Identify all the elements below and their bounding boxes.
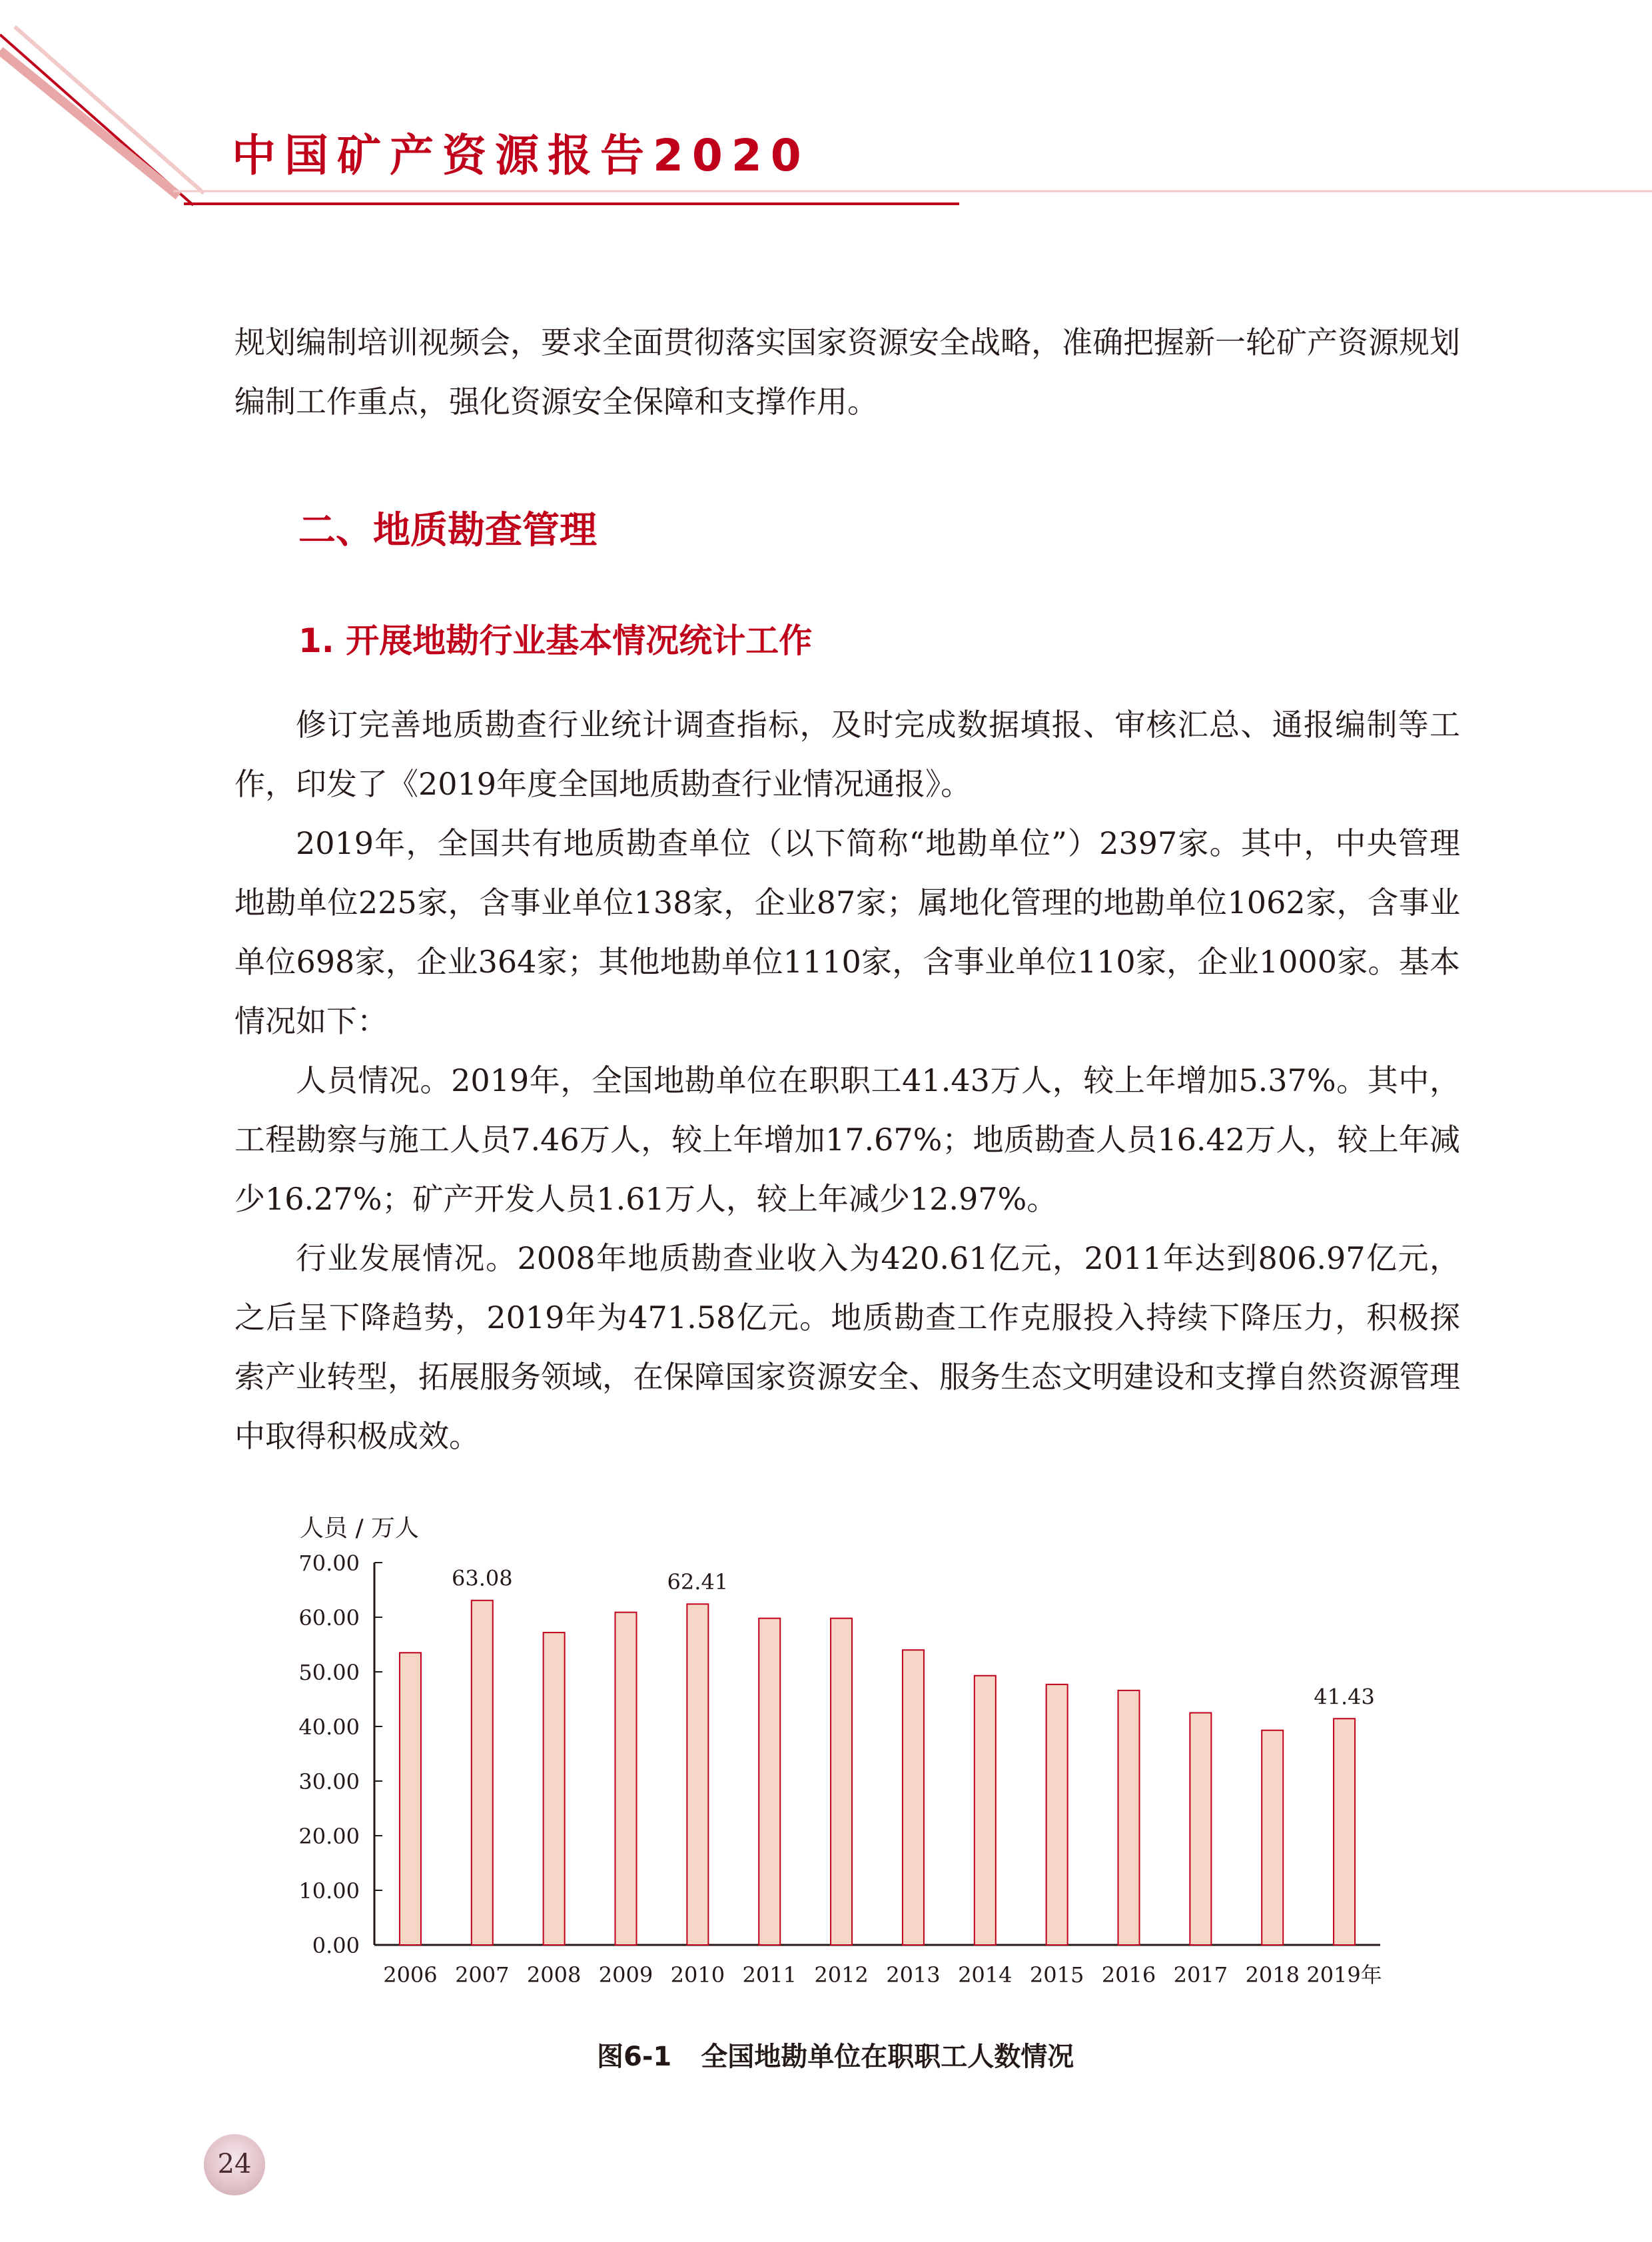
chart-y-tick-label: 40.00 — [298, 1714, 360, 1740]
chart-data-label: 41.43 — [1314, 1684, 1375, 1710]
chart-data-label: 62.41 — [667, 1569, 729, 1595]
chart-y-tick-label: 70.00 — [298, 1551, 360, 1576]
section-heading: 二、地质勘查管理 — [298, 509, 597, 552]
chart-y-tick-label: 20.00 — [298, 1824, 360, 1849]
chart-bar — [975, 1676, 996, 1945]
chart-x-tick-label: 2012 — [814, 1962, 869, 1988]
report-title: 中国矿产资源报告2020 — [232, 130, 810, 181]
chart-bar — [616, 1613, 637, 1945]
figure-caption-text: 全国地勘单位在职职工人数情况 — [701, 2042, 1074, 2072]
chart-x-tick-label: 2015 — [1029, 1962, 1084, 1988]
chart-x-tick-label: 2011 — [742, 1962, 797, 1988]
paragraph-statistics-work: 修订完善地质勘查行业统计调查指标，及时完成数据填报、审核汇总、通报编制等工作，印发了《2019年度全国地质勘查行业情况通报》。 — [234, 707, 1460, 802]
chart-bar — [1262, 1730, 1283, 1945]
chart-y-tick-label: 30.00 — [298, 1769, 360, 1794]
chart-bar — [903, 1650, 924, 1945]
chart-bar — [1046, 1684, 1068, 1945]
chart-bar — [544, 1633, 565, 1945]
chart-x-tick-label: 2009 — [598, 1962, 653, 1988]
continuation-paragraph: 规划编制培训视频会，要求全面贯彻落实国家资源安全战略，准确把握新一轮矿产资源规划编制工作重点，强化资源安全保障和支撑作用。 — [234, 324, 1460, 420]
paragraph-unit-counts: 2019年，全国共有地质勘查单位（以下简称“地勘单位”）2397家。其中，中央管理地勘单位225家，含事业单位138家，企业87家；属地化管理的地勘单位1062家，含事业单位698家，企业364家；其他地勘单位1110家，含事业单位110家，企业1000家。基本情况如下： — [234, 825, 1460, 1039]
paragraph-industry-development: 行业发展情况。2008年地质勘查业收入为420.61亿元，2011年达到806.97亿元，之后呈下降趋势，2019年为471.58亿元。地质勘查工作克服投入持续下降压力，积极探索产业转型，拓展服务领域，在保障国家资源安全、服务生态文明建设和支撑自然资源管理中取得积极成效。 — [234, 1240, 1460, 1454]
page-number: 24 — [217, 2149, 252, 2179]
chart-x-tick-label: 2008 — [526, 1962, 582, 1988]
chart-x-tick-label: 2019年 — [1306, 1962, 1382, 1988]
chart-bar — [831, 1619, 852, 1945]
chart-x-tick-label: 2013 — [886, 1962, 941, 1988]
subsection-heading: 1. 开展地勘行业基本情况统计工作 — [298, 621, 813, 660]
chart-x-tick-label: 2006 — [383, 1962, 438, 1988]
chart-bar — [759, 1619, 780, 1945]
chart-bar — [687, 1604, 708, 1945]
chart-x-tick-label: 2017 — [1173, 1962, 1228, 1988]
chart-x-tick-label: 2016 — [1101, 1962, 1156, 1988]
chart-bar — [472, 1601, 493, 1945]
chart-bar — [1118, 1690, 1140, 1945]
chart-x-tick-label: 2018 — [1245, 1962, 1300, 1988]
chart-bar — [1190, 1713, 1211, 1946]
figure-caption-number: 图6-1 — [597, 2042, 672, 2072]
chart-y-axis-label: 人员 / 万人 — [300, 1515, 420, 1542]
chart-bar — [400, 1653, 421, 1945]
chart-x-tick-label: 2014 — [958, 1962, 1013, 1988]
chart-bar — [1334, 1718, 1355, 1945]
chart-y-tick-label: 50.00 — [298, 1660, 360, 1685]
chart-y-tick-label: 0.00 — [312, 1933, 360, 1958]
figure-caption — [597, 2036, 1074, 2073]
chart-data-label: 63.08 — [451, 1565, 513, 1591]
chart-y-tick-label: 60.00 — [298, 1605, 360, 1631]
paragraph-personnel: 人员情况。2019年，全国地勘单位在职职工41.43万人，较上年增加5.37%。其中，工程勘察与施工人员7.46万人，较上年增加17.67%；地质勘查人员16.42万人，较上年减少16.27%；矿产开发人员1.61万人，较上年减少12.97%。 — [234, 1062, 1460, 1217]
chart-y-tick-label: 10.00 — [298, 1878, 360, 1904]
chart-x-tick-label: 2007 — [455, 1962, 510, 1988]
chart-x-tick-label: 2010 — [670, 1962, 725, 1988]
